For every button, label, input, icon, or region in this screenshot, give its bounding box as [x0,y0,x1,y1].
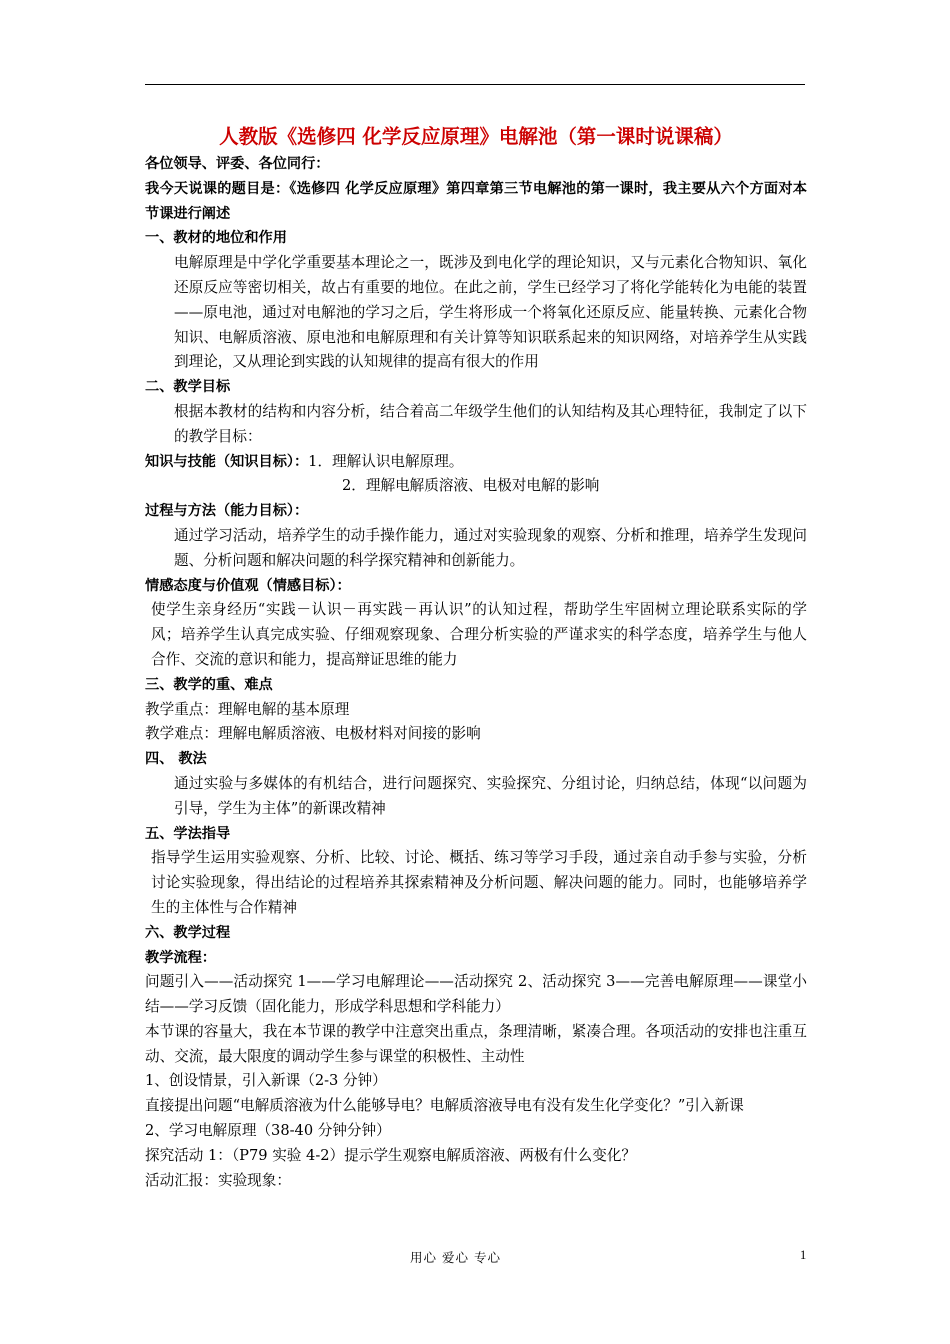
key-point: 教学重点：理解电解的基本原理 [145,700,350,718]
section-2-heading: 二、教学目标 [145,379,231,396]
section-5-paragraph: 指导学生运用实验观察、分析、比较、讨论、概括、练习等学习手段，通过亲自动手参与实验，分析讨论实验现象，得出结论的过程培养其探索精神及分析问题、解决问题的能力。同时，也能够培养学生的主体性与合作精神 [151,849,807,916]
activity-1: 探究活动 1：（P79 实验 4-2）提示学生观察电解质溶液、两极有什么变化？ [145,1146,637,1164]
section-5-heading: 五、学法指导 [145,825,231,842]
page-number: 1 [800,1248,807,1262]
step-2-heading: 2、学习电解原理（38-40 分钟分钟） [145,1122,391,1140]
document-title: 人教版《选修四 化学反应原理》电解池（第一课时说课稿） [219,125,733,148]
step-1-paragraph: 直接提出问题“电解质溶液为什么能够导电？电解质溶液导电有没有发生化学变化？”引入新课 [145,1097,744,1115]
knowledge-goal-item-2: 2．理解电解质溶液、电极对电解的影响 [342,477,600,495]
footer-slogan: 用心 爱心 专心 [410,1250,501,1265]
flow-paragraph: 问题引入——活动探究 1——学习电解理论——活动探究 2、活动探究 3——完善电解原理——课堂小结——学习反馈（固化能力，形成学科思想和学科能力） [145,973,807,1016]
greeting: 各位领导、评委、各位同行： [145,156,330,172]
capacity-paragraph: 本节课的容量大，我在本节课的教学中注意突出重点，条理清晰，紧凑合理。各项活动的安排也注重互动、交流，最大限度的调动学生参与课堂的积极性、主动性 [145,1022,807,1065]
section-4-paragraph: 通过实验与多媒体的有机结合，进行问题探究、实验探究、分组讨论，归纳总结，体现“以问题为引导，学生为主体”的新课改精神 [174,774,807,817]
activity-report: 活动汇报：实验现象： [145,1171,291,1189]
knowledge-goal-row [145,450,807,475]
section-6-heading: 六、教学过程 [145,924,231,941]
flow-label: 教学流程： [145,949,216,966]
section-1-heading: 一、教材的地位和作用 [145,230,287,247]
section-2-paragraph: 根据本教材的结构和内容分析，结合着高二年级学生他们的认知结构及其心理特征，我制定了以下的教学目标： [174,402,807,445]
process-goal-paragraph: 通过学习活动，培养学生的动手操作能力，通过对实验现象的观察、分析和推理，培养学生发现问题、分析问题和解决问题的科学探究精神和创新能力。 [174,526,807,569]
page-footer [0,1248,950,1268]
difficult-point: 教学难点：理解电解质溶液、电极材料对间接的影响 [145,725,481,743]
intro-paragraph: 我今天说课的题目是：《选修四 化学反应原理》第四章第三节电解池的第一课时，我主要从六个方面对本节课进行阐述 [145,180,807,222]
knowledge-goal-item-1: 1．理解认识电解原理。 [308,452,464,470]
document-body [145,122,807,1193]
emotion-goal-label: 情感态度与价值观（情感目标）： [145,577,351,594]
section-3-heading: 三、教学的重、难点 [145,676,273,693]
header-rule [145,84,805,85]
section-1-paragraph: 电解原理是中学化学重要基本理论之一，既涉及到电化学的理论知识，又与元素化合物知识、氧化还原反应等密切相关，故占有重要的地位。在此之前，学生已经学习了将化学能转化为电能的装置——原电池，通过对电解池的学习之后，学生将形成一个将氧化还原反应、能量转换、元素化合物知识、电解质溶液、原电池和电解原理和有关计算等知识联系起来的知识网络，对培养学生从实践到理论，又从理论到实践的认知规律的提高有很大的作用 [174,254,807,371]
emotion-goal-paragraph: 使学生亲身经历“实践－认识－再实践－再认识”的认知过程，帮助学生牢固树立理论联系实际的学风；培养学生认真完成实验、仔细观察现象、合理分析实验的严谨求实的科学态度，培养学生与他人合作、交流的意识和能力，提高辩证思维的能力 [151,601,807,668]
knowledge-goal-label: 知识与技能（知识目标）： [145,453,309,470]
step-1-heading: 1、创设情景，引入新课（2-3 分钟） [145,1072,387,1090]
section-4-heading: 四、 教法 [145,751,207,768]
process-goal-label: 过程与方法（能力目标）： [145,503,309,520]
